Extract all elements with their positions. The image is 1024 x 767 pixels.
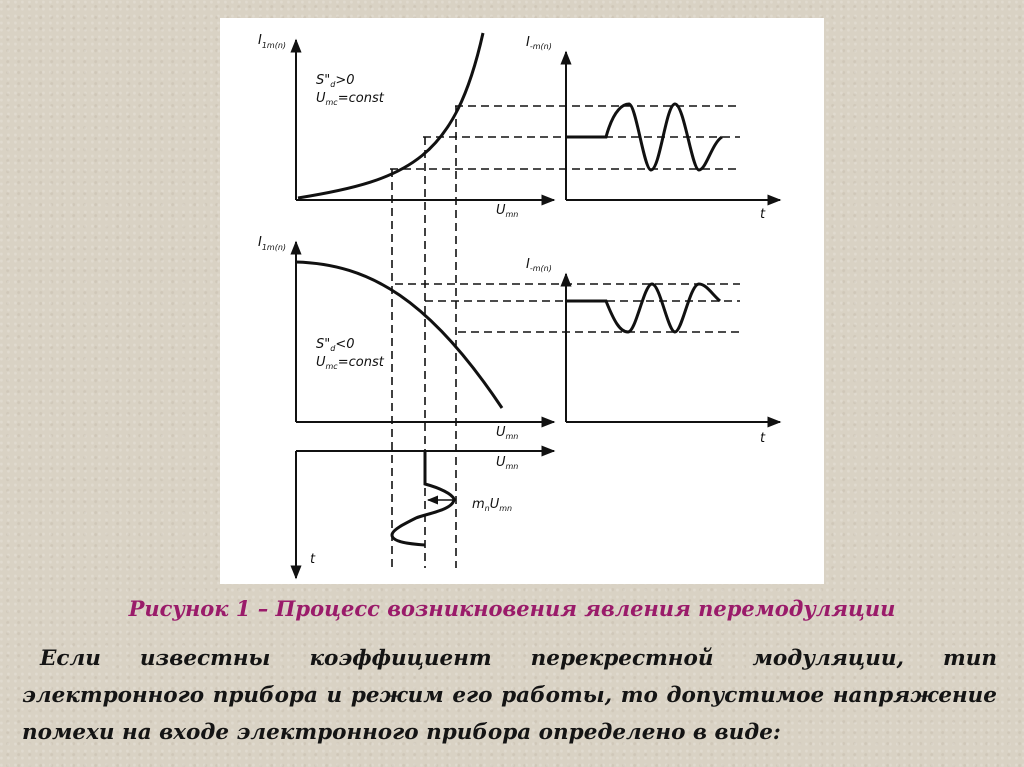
middle-annotation-s: $S"_d<0$ (316, 337, 355, 353)
body-paragraph: Если известны коэффициент перекрестной модуляции, тип электронного прибора и режим его работы, то допустимое напряжение помехи на входе электронного прибора определено в виде: (22, 646, 997, 745)
bottom-x-label: $U_{mn}$ (496, 455, 519, 471)
top-y-label: $I_{1m(n)}$ (258, 33, 287, 50)
figure-caption: Рисунок 1 – Процесс возникновения явления перемодуляции (128, 596, 896, 621)
top-x-label: $U_{mn}$ (496, 203, 519, 219)
amplitude-label: $m_nU_{mn}$ (472, 497, 513, 513)
bottom-wave (392, 451, 454, 545)
top-right-t-label: t (760, 207, 766, 222)
middle-right-wave (566, 284, 720, 332)
top-annotation-s: $S"_d>0$ (316, 73, 355, 89)
middle-x-label: $U_{mn}$ (496, 425, 519, 441)
middle-right-y-label: $I_{-m(n)}$ (526, 257, 552, 273)
figure-diagram (220, 18, 824, 584)
top-annotation-u: $U_{mc}=const$ (316, 91, 384, 107)
top-right-y-label: $I_{-m(n)}$ (526, 35, 552, 51)
middle-right-t-label: t (760, 431, 766, 446)
middle-annotation-u: $U_{mc}=const$ (316, 355, 384, 371)
figure-panel (220, 18, 824, 584)
middle-y-label: $I_{1m(n)}$ (258, 235, 287, 252)
bottom-t-label: t (310, 552, 316, 567)
